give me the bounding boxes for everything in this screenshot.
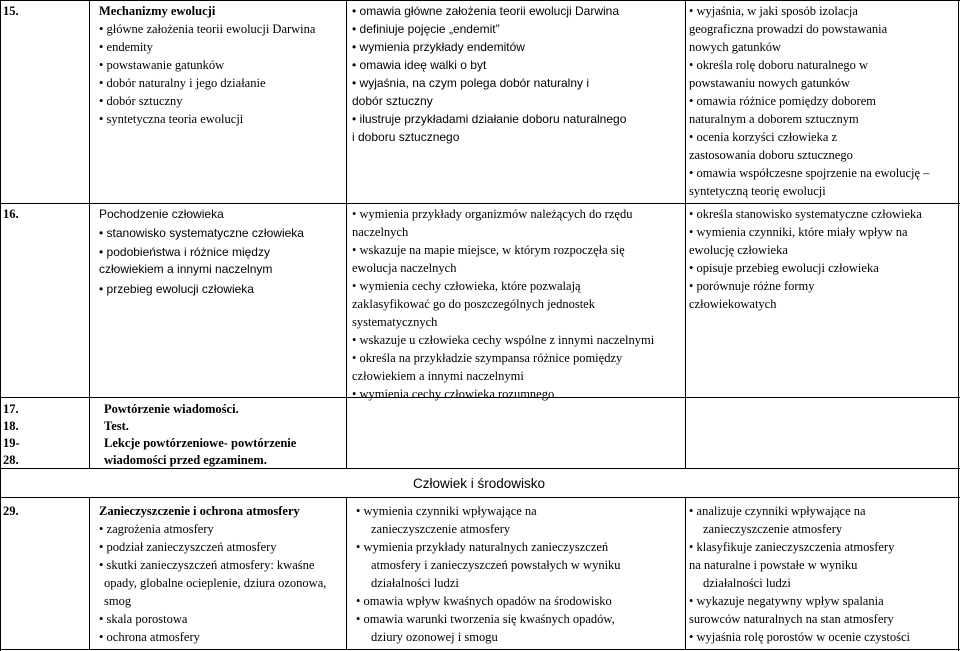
basic-requirement: • wyjaśnia, na czym polega dobór naturalny i (352, 74, 589, 92)
basic-requirement-cont: zaklasyfikować go do poszczególnych jednostek (352, 297, 595, 311)
basic-requirement: • definiuje pojęcie „endemit” (352, 20, 500, 38)
row-number: 15. (3, 4, 19, 18)
column-divider-3-lower (685, 497, 686, 650)
basic-requirement-cont: dziury ozonowej i smogu (371, 630, 498, 644)
topic-title: Pochodzenie człowieka (99, 207, 224, 221)
advanced-requirement-cont: nowych gatunków (689, 40, 781, 54)
topic-item: • endemity (99, 38, 153, 56)
topic-title: Mechanizmy ewolucji (99, 4, 216, 18)
section-heading: Człowiek i środowisko (413, 476, 546, 491)
basic-requirement: • wymienia cechy człowieka, które pozwalają (352, 277, 581, 295)
basic-requirement-cont: człowiekiem a innymi naczelnymi (352, 369, 524, 383)
topic-item: • dobór naturalny i jego działanie (99, 74, 266, 92)
advanced-requirement-cont: ewolucję człowieka (689, 243, 788, 257)
topic-item-cont: opady, globalne ocieplenie, dziura ozonowa, (104, 576, 327, 590)
basic-requirement: • wymienia przykłady endemitów (352, 38, 525, 56)
topic-item: • główne założenia teorii ewolucji Darwina (99, 20, 315, 38)
basic-requirement: • omawia główne założenia teorii ewolucji Darwina (352, 2, 619, 20)
topic-item: • powstawanie gatunków (99, 56, 224, 74)
advanced-requirement: • wykazuje negatywny wpływ spalania (689, 592, 884, 610)
topic-item: • podział zanieczyszczeń atmosfery (99, 538, 277, 556)
basic-requirement: • omawia ideę walki o byt (352, 56, 486, 74)
basic-requirement: • wymienia cechy człowieka rozumnego (352, 385, 554, 403)
topic-item-cont: człowiekiem a innymi naczelnym (99, 262, 273, 276)
basic-requirement: • ilustruje przykładami działanie doboru naturalnego (352, 110, 626, 128)
topic-item: • podobieństwa i różnice między (99, 243, 270, 261)
advanced-requirement: • wymienia czynniki, które miały wpływ na (689, 223, 908, 241)
advanced-requirement: • ocenia korzyści człowieka z (689, 128, 837, 146)
topic-item-cont: smog (104, 594, 132, 608)
advanced-requirement: • określa rolę doboru naturalnego w (689, 56, 868, 74)
advanced-requirement: • określa stanowisko systematyczne człowieka (689, 205, 922, 223)
advanced-requirement: • porównuje różne formy (689, 277, 815, 295)
basic-requirement: • omawia warunki tworzenia się kwaśnych opadów, (356, 610, 615, 628)
column-divider-1-lower (89, 497, 90, 650)
advanced-requirement-cont: naturalnym a doborem sztucznym (689, 112, 859, 126)
basic-requirement-cont: działalności ludzi (371, 576, 459, 590)
basic-requirement: • wymienia przykłady organizmów należących do rzędu (352, 205, 632, 223)
topic-item: • syntetyczna teoria ewolucji (99, 110, 243, 128)
row-divider-16 (0, 203, 960, 204)
basic-requirement: • wymienia czynniki wpływające na (356, 502, 537, 520)
basic-requirement-cont: dobór sztuczny (352, 94, 433, 108)
row-number: 16. (3, 207, 19, 221)
topic-item: • skutki zanieczyszczeń atmosfery: kwaśne (99, 556, 314, 574)
topic-item: • ochrona atmosfery (99, 628, 200, 646)
advanced-requirement-cont: zanieczyszczenie atmosfery (703, 522, 843, 536)
table-border-left (0, 0, 1, 651)
row-number: 17. (3, 402, 19, 416)
basic-requirement-cont: systematycznych (352, 315, 438, 329)
advanced-requirement-cont: geograficzna prowadzi do powstawania (689, 22, 888, 36)
row-number: 18. (3, 419, 19, 433)
table-border-right (958, 0, 959, 651)
advanced-requirement-cont: działalności ludzi (703, 576, 791, 590)
basic-requirement-cont: zanieczyszczenie atmosfery (371, 522, 511, 536)
advanced-requirement: • omawia współczesne spojrzenie na ewolucję – (689, 164, 929, 182)
advanced-requirement: • analizuje czynniki wpływające na (689, 502, 866, 520)
advanced-requirement-cont: syntetyczną teorię ewolucji (689, 184, 826, 198)
advanced-requirement: • wyjaśnia, w jaki sposób izolacja (689, 2, 858, 20)
topic-item: • przebieg ewolucji człowieka (99, 280, 254, 298)
basic-requirement: • określa na przykładzie szympansa różnice pomiędzy (352, 349, 622, 367)
advanced-requirement: • omawia różnice pomiędzy doborem (689, 92, 876, 110)
row-divider-heading-bottom (0, 497, 960, 498)
basic-requirement: • wskazuje na mapie miejsce, w którym rozpoczęła się (352, 241, 625, 259)
basic-requirement-cont: ewolucja naczelnych (352, 261, 457, 275)
advanced-requirement-cont: zastosowania doboru sztucznego (689, 148, 853, 162)
advanced-requirement: • klasyfikuje zanieczyszczenia atmosfery (689, 538, 894, 556)
advanced-requirement: • opisuje przebieg ewolucji człowieka (689, 259, 879, 277)
advanced-requirement-cont: surowców naturalnych na stan atmosfery (689, 612, 894, 626)
basic-requirement: • wymienia przykłady naturalnych zanieczyszczeń (356, 538, 608, 556)
column-divider-2-lower (346, 497, 347, 650)
topic-title: Lekcje powtórzeniowe- powtórzenie (104, 436, 297, 450)
topic-item: • zagrożenia atmosfery (99, 520, 214, 538)
basic-requirement-cont: i doboru sztucznego (352, 130, 460, 144)
topic-title: Powtórzenie wiadomości. (104, 402, 239, 416)
topic-item: • stanowisko systematyczne człowieka (99, 224, 304, 242)
advanced-requirement-cont: na naturalne i powstałe w wyniku (689, 558, 858, 572)
row-number: 29. (3, 504, 19, 518)
table-border-bottom (0, 649, 960, 650)
basic-requirement-cont: naczelnych (352, 225, 409, 239)
topic-title-cont: wiadomości przed egzaminem. (104, 453, 267, 467)
topic-title: Test. (104, 419, 129, 433)
basic-requirement: • omawia wpływ kwaśnych opadów na środowisko (356, 592, 612, 610)
table-border-top (0, 0, 960, 1)
topic-item: • dobór sztuczny (99, 92, 183, 110)
row-number: 28. (3, 453, 19, 467)
basic-requirement: • wskazuje u człowieka cechy wspólne z innymi naczelnymi (352, 331, 654, 349)
topic-title: Zanieczyszczenie i ochrona atmosfery (99, 504, 300, 518)
advanced-requirement-cont: człowiekowatych (689, 297, 777, 311)
basic-requirement-cont: atmosfery i zanieczyszczeń powstałych w wyniku (371, 558, 621, 572)
row-number: 19- (3, 436, 20, 450)
advanced-requirement-cont: powstawaniu nowych gatunków (689, 76, 851, 90)
advanced-requirement: • wyjaśnia rolę porostów w ocenie czystości (689, 628, 910, 646)
topic-item: • skala porostowa (99, 610, 187, 628)
